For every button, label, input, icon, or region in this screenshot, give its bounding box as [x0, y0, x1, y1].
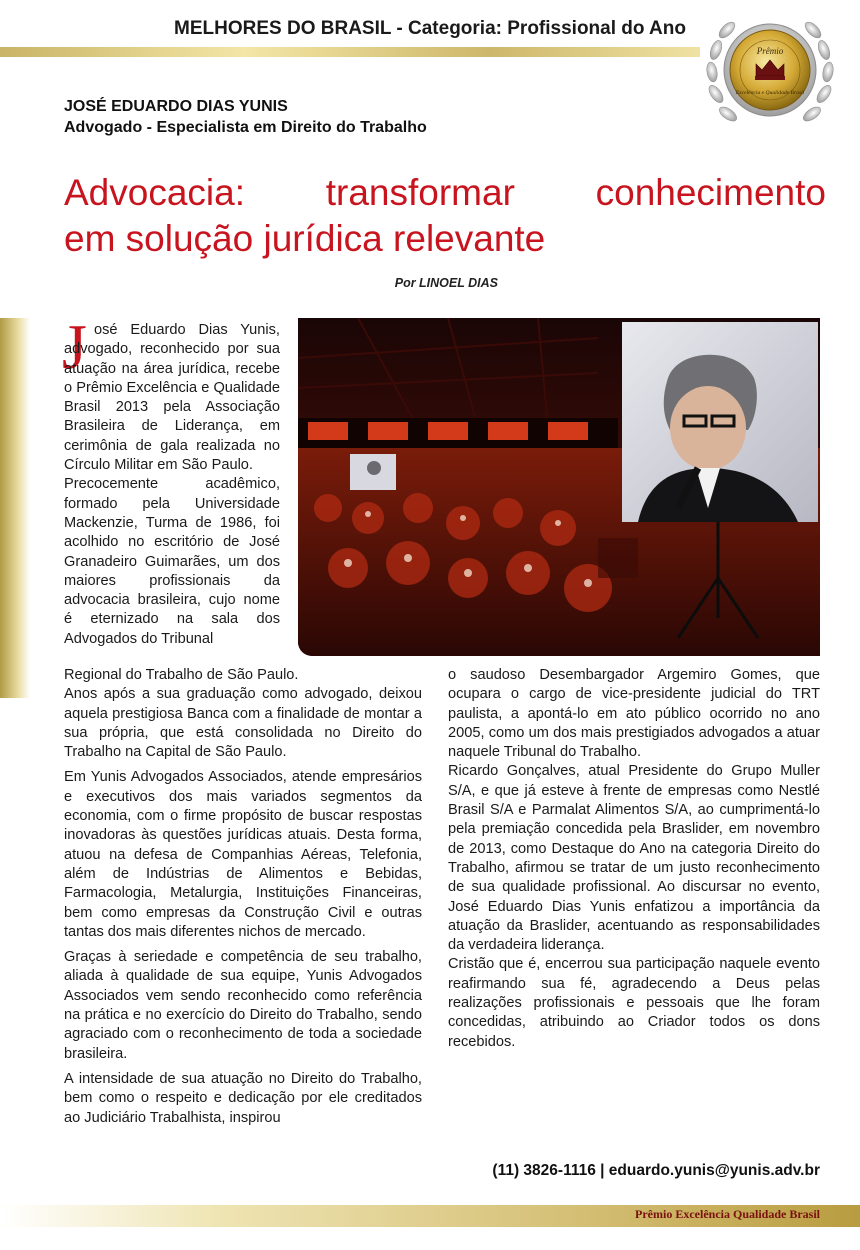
- article-paragraph: Em Yunis Advogados Associados, atende empresários e executivos dos mais variados segmentos da economia, com o firme propósito de buscar respostas inovadoras às questões jurídicas atuais. Desta forma, atuou na defesa de Companhias Aéreas, Telefonia, além de Indústrias de Alimentos e Bebidas, Farmacologia, Metalurgia, Instituições Financeiras, bem como empresas da Construção Civil e outras tantas dos mais diferentes nichos de mercado.: [64, 769, 422, 940]
- headline-word: Advocacia:: [64, 172, 245, 213]
- article-paragraph: o saudoso Desembargador Argemiro Gomes, que ocupara o cargo de vice-presidente judicial do TRT paulista, a apontá-lo em ato público ocorrido no ano 2005, como um dos mais prestigiados advogados a atuar naquele Tribunal do Trabalho.: [448, 667, 820, 761]
- person-name: JOSÉ EDUARDO DIAS YUNIS: [64, 98, 288, 115]
- award-seal-icon: [700, 2, 840, 142]
- article-paragraph: Ricardo Gonçalves, atual Presidente do Grupo Muller S/A, e que já esteve à frente de empresas como Nestlé Brasil S/A e Parmalat Alimentos S/A, ao cumprimentá-lo pela premiação concedida pela Braslider, em novembro de 2013, como Destaque do Ano na categoria Direito do Trabalho, afirmou se tratar de um justo reconhecimento de sua qualidade profissional. Ao discursar no evento, José Eduardo Dias Yunis enfatizou a importância da atuação da Braslider, acentuando as responsabilidades da verdadeira liderança.: [448, 763, 820, 954]
- seal-text: Excelência e Qualidade Brasil: [735, 90, 805, 96]
- contact-info: (11) 3826-1116 | eduardo.yunis@yunis.adv.br: [492, 1162, 820, 1179]
- section-title: MELHORES DO BRASIL - Categoria: Profissional do Ano: [174, 18, 686, 39]
- article-paragraph: osé Eduardo Dias Yunis, advogado, reconhecido por sua atuação na área jurídica, recebe o Prêmio Excelência e Qualidade Brasil 2013 pela Associação Brasileira de Liderança, em cerimônia de gala realizada no Círculo Militar em São Paulo.: [64, 322, 280, 474]
- footer-brand-mark: Prêmio Excelência Qualidade Brasil: [635, 1207, 820, 1221]
- headline-word: conhecimento: [595, 172, 826, 213]
- article-column-left: [64, 666, 422, 1128]
- header-gold-bar: [0, 47, 700, 57]
- article-paragraph: Anos após a sua graduação como advogado, deixou aquela prestigiosa Banca com a finalidade de montar a sua própria, que está consolidada no Direito do Trabalho na Capital de São Paulo.: [64, 686, 422, 761]
- headline-line1: [64, 170, 826, 216]
- event-photo: [298, 318, 820, 656]
- person-role: Advogado - Especialista em Direito do Trabalho: [64, 119, 427, 136]
- event-photo-image: [298, 318, 820, 656]
- article-paragraph: Regional do Trabalho de São Paulo.: [64, 667, 299, 683]
- byline: Por LINOEL DIAS: [394, 276, 498, 290]
- headline-word: transformar: [325, 172, 515, 213]
- article-paragraph: Precocemente acadêmico, formado pela Universidade Mackenzie, Turma de 1986, foi acolhido no escritório de José Granadeiro Guimarães, um dos maiores profissionais da advocacia brasileira, cujo nome é eternizado na sala dos Advogados do Tribunal: [64, 476, 280, 647]
- headline: [64, 170, 826, 262]
- article-paragraph: Cristão que é, encerrou sua participação naquele evento reafirmando sua fé, agradecendo a Deus pelas realizações profissionais e pessoais que lhe foram concedidas, atribuindo ao Criador todos os dons recebidos.: [448, 956, 820, 1050]
- dropcap: J: [62, 311, 87, 382]
- seal-top-text: Prêmio: [756, 46, 784, 56]
- side-gold-accent: [0, 318, 30, 698]
- article-column-right: [448, 666, 820, 1052]
- article-paragraph: Graças à seriedade e competência de seu trabalho, aliada à qualidade de sua equipe, Yunis Advogados Associados vem sendo reconhecido como referência na prática e no exercício do Direito do Trabalho, sendo agraciado com o reconhecimento de toda a sociedade brasileira.: [64, 949, 422, 1062]
- article-intro: [64, 321, 280, 649]
- headline-line2: em solução jurídica relevante: [64, 218, 546, 259]
- article-paragraph: A intensidade de sua atuação no Direito do Trabalho, bem como o respeito e dedicação por ele creditados ao Judiciário Trabalhista, inspirou: [64, 1070, 422, 1126]
